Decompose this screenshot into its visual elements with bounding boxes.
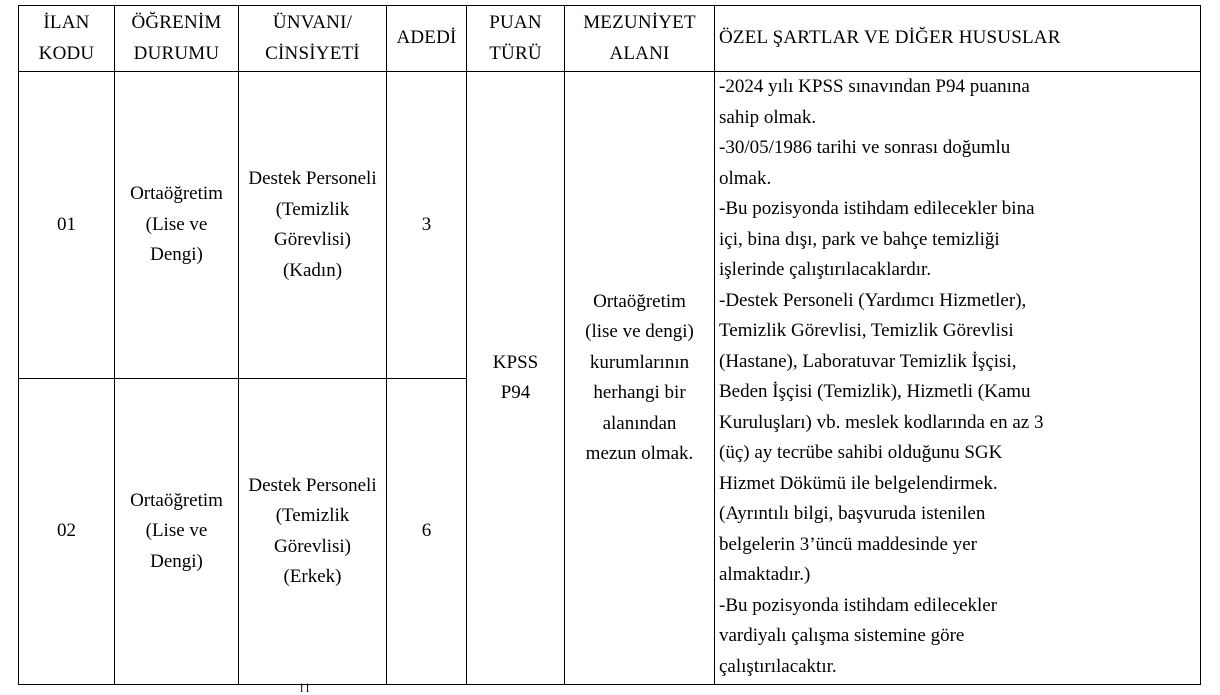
ilan-kodu-cell: 01 (19, 72, 115, 379)
ogrenim-cell: Ortaöğretim (Lise ve Dengi) (115, 72, 239, 379)
adet-cell: 6 (387, 379, 467, 685)
adet-cell: 3 (387, 72, 467, 379)
ilan-kodu-cell: 02 (19, 379, 115, 685)
header-mezuniyet: MEZUNİYET ALANI (565, 6, 715, 72)
cropped-text-fragment: İ İ (300, 684, 310, 695)
ogrenim-cell: Ortaöğretim (Lise ve Dengi) (115, 379, 239, 685)
unvan-cell: Destek Personeli (Temizlik Görevlisi) (Erkek) (239, 379, 387, 685)
puan-turu-cell: KPSS P94 (467, 72, 565, 685)
unvan-cell: Destek Personeli (Temizlik Görevlisi) (Kadın) (239, 72, 387, 379)
header-unvani: ÜNVANI/ CİNSİYETİ (239, 6, 387, 72)
table-row (19, 72, 1201, 379)
header-ilan-kodu: İLAN KODU (19, 6, 115, 72)
ozel-sartlar-cell: -2024 yılı KPSS sınavından P94 puanına sahip olmak. -30/05/1986 tarihi ve sonrası doğumlu olmak. -Bu pozisyonda istihdam edilecekler bina içi, bina dışı, park ve bahçe temizliği işlerinde çalıştırılacaklardır. -Destek Personeli (Yardımcı Hizmetler), Temizlik Görevlisi, Temizlik Görevlisi (Hastane), Laboratuvar Temizlik İşçisi, Beden İşçisi (Temizlik), Hizmetli (Kamu Kuruluşları) vb. meslek kodlarında en az 3 (üç) ay tecrübe sahibi olduğunu SGK Hizmet Dökümü ile belgelendirmek. (Ayrıntılı bilgi, başvuruda istenilen belgelerin 3’üncü maddesinde yer almaktadır.) -Bu pozisyonda istihdam edilecekler vardiyalı çalışma sistemine göre çalıştırılacaktır. (715, 72, 1201, 685)
header-puan-turu: PUAN TÜRÜ (467, 6, 565, 72)
header-ozel-sartlar: ÖZEL ŞARTLAR VE DİĞER HUSUSLAR (715, 6, 1201, 72)
mezuniyet-alani-cell: Ortaöğretim (lise ve dengi) kurumlarının herhangi bir alanından mezun olmak. (565, 72, 715, 685)
header-ogrenim-durumu: ÖĞRENİM DURUMU (115, 6, 239, 72)
job-posting-table (18, 5, 1201, 685)
header-adedi: ADEDİ (387, 6, 467, 72)
header-row (19, 6, 1201, 72)
